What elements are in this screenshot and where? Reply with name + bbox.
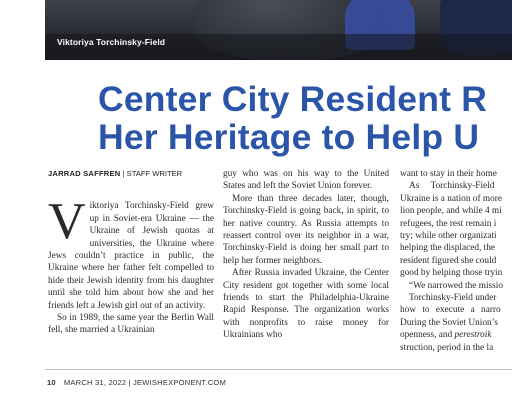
article-headline	[98, 80, 512, 156]
line-text: openness, and	[400, 330, 455, 341]
article-paragraph: More than three decades later, though, Torchinsky-Field is going back, in spirit, to her native country. As Russia attempts to reassert control over its neighbor in a war, Torchinsky-Field is doing her small part to help her former neighbors.	[223, 193, 389, 266]
article-column-1	[48, 168, 214, 337]
byline-separator: |	[120, 169, 127, 178]
issue-date: MARCH 31, 2022	[63, 378, 127, 387]
byline-author: JARRAD SAFFREN	[48, 169, 121, 178]
article-line: “We narrowed the missio	[409, 280, 503, 291]
headline-line-1: Center City Resident R	[98, 79, 488, 119]
article-line: try; while other organizati	[400, 231, 497, 242]
article-line: good by helping those tryin	[400, 268, 503, 279]
article-line: struction, period in the la	[400, 342, 494, 353]
byline-role: STAFF WRITER	[126, 169, 183, 178]
page-footer	[47, 378, 226, 387]
headline-line-2: Her Heritage to Help U	[98, 117, 480, 157]
article-paragraph: So in 1989, the same year the Berlin Wall fell, she married a Ukrainian	[48, 313, 214, 336]
article-paragraph	[48, 193, 214, 312]
article-line: resident figured she could	[400, 255, 497, 266]
article-line: Ukraine is a nation of more	[400, 193, 502, 204]
article-line: During the Soviet Union’s	[400, 317, 498, 328]
drop-cap: V	[48, 193, 86, 251]
article-line: helping the displaced, the	[400, 243, 496, 254]
website: JEWISHEXPONENT.COM	[132, 378, 227, 387]
paragraph-text: iktoriya Torchinsky-Field grew up in Soviet-era Ukraine — the Ukraine of Jewish quotas at universities, the Ukraine where Jews couldn’t practice in public, the Ukraine where her father felt compelled to hide their Jewish identity from his daughter until she told him about how she and her friends left a Jewish girl out of an activity.	[48, 201, 214, 311]
article-paragraph: After Russia invaded Ukraine, the Center City resident got together with some local friends to start the Philadelphia-Ukraine Rapid Response. The organization works with nonprofits to raise money for Ukrainians who	[223, 268, 389, 341]
article-line: Torchinsky-Field under	[409, 293, 497, 304]
article-line: want to stay in their home	[400, 169, 497, 179]
byline	[48, 168, 214, 180]
footer-divider	[45, 369, 512, 370]
article-line: As Torchinsky-Field	[409, 181, 495, 192]
article-column-2	[223, 168, 389, 342]
photo-caption: Viktoriya Torchinsky-Field	[57, 37, 166, 47]
article-paragraph: guy who was on his way to the United States and left the Soviet Union forever.	[223, 169, 389, 192]
page-number: 10	[47, 378, 56, 387]
article-line: refugees, the rest remain i	[400, 218, 497, 229]
article-line	[400, 329, 512, 341]
footer-separator: |	[126, 378, 133, 387]
article-line: lion people, and while 4 mi	[400, 206, 502, 217]
article-column-3	[400, 168, 512, 354]
line-emphasis: perestroik	[454, 330, 492, 341]
article-line: how to execute a narro	[400, 305, 501, 316]
